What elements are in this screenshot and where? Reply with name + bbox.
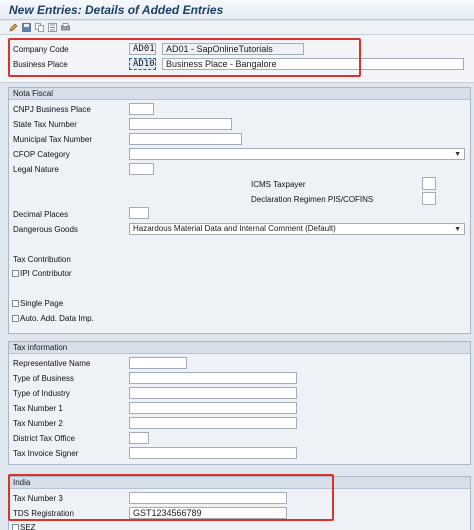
icms-taxpayer-field[interactable] [422,177,436,190]
sez-checkbox[interactable] [12,524,19,530]
print-icon[interactable] [61,23,70,32]
cnpj-label: CNPJ Business Place [13,105,91,114]
tax-information-title: Tax information [9,342,470,354]
municipal-tax-label: Municipal Tax Number [13,135,92,144]
state-tax-field[interactable] [129,118,232,130]
toolbar [0,21,474,35]
save-icon[interactable] [22,23,31,32]
declaration-regimen-field[interactable] [422,192,436,205]
type-of-industry-field[interactable] [129,387,297,399]
window-title: New Entries: Details of Added Entries [9,3,224,17]
copy-icon[interactable] [35,23,44,32]
tax-number-3-field[interactable] [129,492,287,504]
tax-number-2-label: Tax Number 2 [13,419,63,428]
ipi-contributor-checkbox[interactable] [12,270,19,277]
district-tax-office-label: District Tax Office [13,434,75,443]
business-place-description: Business Place - Bangalore [162,58,464,70]
company-code-description: AD01 - SapOnlineTutorials [162,43,304,55]
business-place-field[interactable]: AD10 [129,58,156,70]
tax-invoice-signer-label: Tax Invoice Signer [13,449,79,458]
decimal-places-field[interactable] [129,207,149,219]
representative-name-field[interactable] [129,357,187,369]
icms-taxpayer-label: ICMS Taxpayer [251,180,306,189]
header-section [0,35,474,83]
single-page-label: Single Page [20,299,64,308]
declaration-regimen-label: Declaration Regimen PIS/COFINS [251,195,374,204]
auto-add-data-label: Auto. Add. Data Imp. [20,314,94,323]
municipal-tax-field[interactable] [129,133,242,145]
tds-registration-label: TDS Registration [13,509,74,518]
nota-fiscal-title: Nota Fiscal [9,88,470,100]
tax-contribution-label: Tax Contribution [13,255,71,264]
type-of-industry-label: Type of Industry [13,389,70,398]
chevron-down-icon: ▼ [454,151,461,158]
india-title: India [9,477,470,489]
ipi-contributor-label: IPI Contributor [20,269,72,278]
district-tax-office-field[interactable] [129,432,149,444]
chevron-down-icon: ▼ [454,226,461,233]
tax-number-1-label: Tax Number 1 [13,404,63,413]
company-code-label: Company Code [13,45,69,54]
dangerous-goods-label: Dangerous Goods [13,225,78,234]
edit-icon[interactable] [9,23,18,32]
tax-number-2-field[interactable] [129,417,297,429]
title-bar [0,0,474,20]
auto-add-data-checkbox[interactable] [12,315,19,322]
sez-label: SEZ [20,523,36,530]
representative-name-label: Representative Name [13,359,91,368]
tax-invoice-signer-field[interactable] [129,447,297,459]
cnpj-field[interactable] [129,103,154,115]
tax-number-3-label: Tax Number 3 [13,494,63,503]
state-tax-label: State Tax Number [13,120,77,129]
legal-nature-label: Legal Nature [13,165,59,174]
company-code-field[interactable]: AD01 [129,43,156,55]
dangerous-goods-dropdown[interactable] [129,223,465,235]
business-place-label: Business Place [13,60,68,69]
cfop-label: CFOP Category [13,150,70,159]
tax-number-1-field[interactable] [129,402,297,414]
dangerous-goods-value: Hazardous Material Data and Internal Comment (Default) [133,224,336,233]
nota-fiscal-group [8,87,471,334]
select-icon[interactable] [48,23,57,32]
tds-registration-field[interactable]: GST1234566789 [129,507,287,519]
legal-nature-field[interactable] [129,163,154,175]
single-page-checkbox[interactable] [12,300,19,307]
cfop-dropdown[interactable] [129,148,465,160]
decimal-places-label: Decimal Places [13,210,69,219]
type-of-business-field[interactable] [129,372,297,384]
type-of-business-label: Type of Business [13,374,74,383]
